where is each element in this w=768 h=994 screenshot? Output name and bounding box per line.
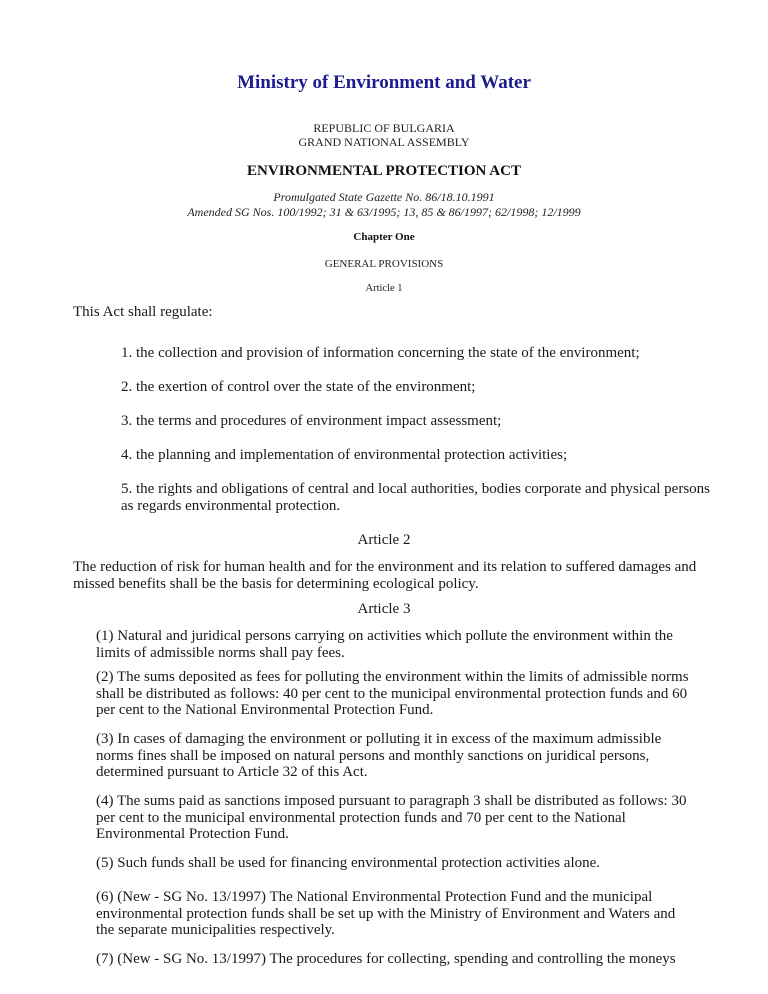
act-title: ENVIRONMENTAL PROTECTION ACT — [247, 163, 521, 179]
article-2-text: The reduction of risk for human health and for the environment and its relation to suffered damages and missed benefits shall be the basis for determining ecological policy. — [73, 559, 697, 592]
promulgation-info — [0, 190, 768, 219]
article-1-item: 4. the planning and implementation of environmental protection activities; — [121, 447, 568, 463]
article-3-paragraph: (3) In cases of damaging the environment or polluting it in excess of the maximum admissible norms fines shall be imposed on natural persons and monthly sanctions on juridical persons, determined pursuant to Article 32 of this Act. — [96, 731, 662, 780]
article-3-paragraph: (1) Natural and juridical persons carrying on activities which pollute the environment within the limits of admissible norms shall pay fees. — [96, 628, 673, 661]
article-3-heading: Article 3 — [357, 601, 411, 617]
article-1-heading: Article 1 — [365, 283, 403, 294]
article-3-paragraph: (7) (New - SG No. 13/1997) The procedures for collecting, spending and controlling the moneys — [96, 951, 676, 967]
chapter-title: GENERAL PROVISIONS — [324, 258, 444, 270]
article-3-paragraph: (2) The sums deposited as fees for polluting the environment within the limits of admissible norms shall be distributed as follows: 40 per cent to the municipal environmental protection funds and 60 per cent to the National Environmental Protection Fund. — [96, 669, 689, 718]
article-1-intro: This Act shall regulate: — [73, 304, 213, 320]
article-3-paragraph: (6) (New - SG No. 13/1997) The National Environmental Protection Fund and the municipal environmental protection funds shall be set up with the Ministry of Environment and Waters and the separate municipalities respectively. — [96, 889, 676, 938]
promulgated-line: Promulgated State Gazette No. 86/18.10.1991 — [273, 190, 495, 204]
chapter-heading: Chapter One — [353, 231, 415, 243]
amended-line: Amended SG Nos. 100/1992; 31 & 63/1995; 13, 85 & 86/1997; 62/1998; 12/1999 — [187, 204, 581, 219]
article-1-item: 5. the rights and obligations of central and local authorities, bodies corporate and physical persons as regards environmental protection. — [121, 481, 711, 514]
article-1-item: 2. the exertion of control over the state of the environment; — [121, 379, 476, 395]
ministry-title: Ministry of Environment and Water — [237, 72, 531, 93]
republic-line: REPUBLIC OF BULGARIA — [313, 121, 455, 135]
article-3-paragraph: (5) Such funds shall be used for financing environmental protection activities alone. — [96, 855, 601, 871]
article-1-item: 3. the terms and procedures of environment impact assessment; — [121, 413, 502, 429]
article-3-paragraph: (4) The sums paid as sanctions imposed pursuant to paragraph 3 shall be distributed as follows: 30 per cent to the municipal environmental protection funds and 70 per cent to the National Environmental Protection Fund. — [96, 793, 687, 842]
assembly-line: GRAND NATIONAL ASSEMBLY — [298, 135, 470, 149]
republic-header — [0, 121, 768, 149]
article-1-item: 1. the collection and provision of information concerning the state of the environment; — [121, 345, 640, 361]
article-2-heading: Article 2 — [357, 532, 411, 548]
